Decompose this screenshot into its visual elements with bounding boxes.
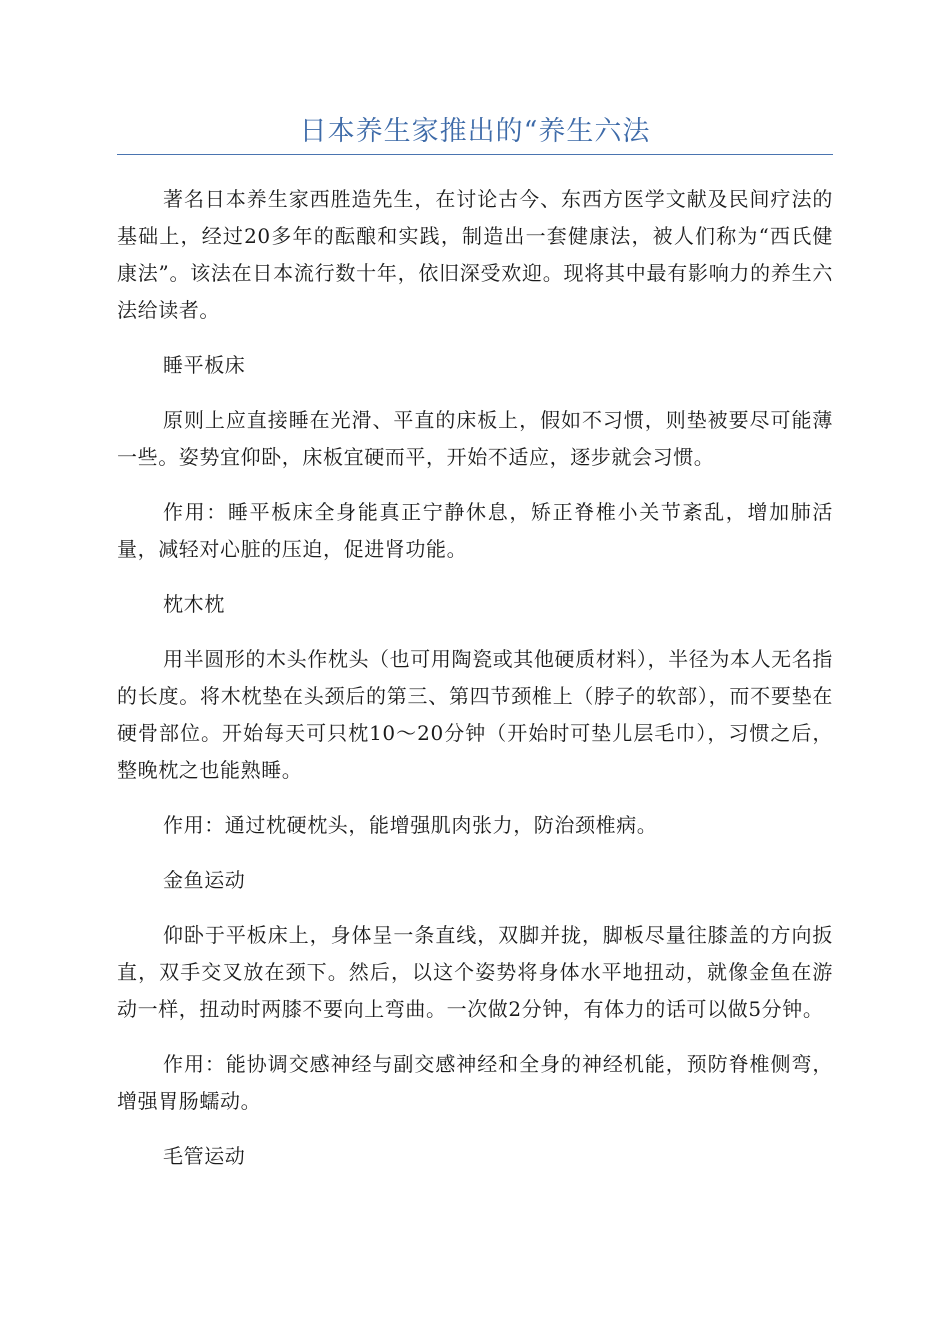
section-heading-capillary-exercise: 毛管运动 — [163, 1144, 246, 1168]
flat-bed-effect-paragraph: 作用：睡平板床全身能真正宁静休息，矫正脊椎小关节紊乱，增加肺活量，减轻对心脏的压迫，促进肾功能。 — [117, 500, 833, 561]
intro-paragraph: 著名日本养生家西胜造先生，在讨论古今、东西方医学文献及民间疗法的基础上，经过20多年的酝酿和实践，制造出一套健康法，被人们称为“西氏健康法”。该法在日本流行数十年，依旧深受欢迎。现将其中最有影响力的养生六法给读者。 — [117, 187, 833, 322]
section-heading-goldfish-exercise: 金鱼运动 — [163, 868, 246, 892]
wood-pillow-effect-paragraph: 作用：通过枕硬枕头，能增强肌肉张力，防治颈椎病。 — [163, 813, 658, 837]
title-underline — [117, 154, 833, 155]
section-heading-wood-pillow: 枕木枕 — [163, 592, 225, 616]
flat-bed-method-paragraph: 原则上应直接睡在光滑、平直的床板上，假如不习惯，则垫被要尽可能薄一些。姿势宜仰卧，床板宜硬而平，开始不适应，逐步就会习惯。 — [117, 408, 833, 469]
goldfish-effect-paragraph: 作用：能协调交感神经与副交感神经和全身的神经机能，预防脊椎侧弯，增强胃肠蠕动。 — [117, 1052, 833, 1113]
document-title: 日本养生家推出的“养生六法 — [299, 116, 651, 147]
wood-pillow-method-paragraph: 用半圆形的木头作枕头（也可用陶瓷或其他硬质材料），半径为本人无名指的长度。将木枕垫在头颈后的第三、第四节颈椎上（脖子的软部），而不要垫在硬骨部位。开始每天可只枕10～20分钟（开始时可垫儿层毛巾），习惯之后，整晚枕之也能熟睡。 — [117, 647, 833, 782]
document-page — [117, 112, 833, 1193]
section-heading-flat-bed: 睡平板床 — [163, 353, 246, 377]
goldfish-method-paragraph: 仰卧于平板床上，身体呈一条直线，双脚并拢，脚板尽量往膝盖的方向扳直，双手交叉放在颈下。然后，以这个姿势将身体水平地扭动，就像金鱼在游动一样，扭动时两膝不要向上弯曲。一次做2分钟，有体力的话可以做5分钟。 — [117, 923, 833, 1021]
